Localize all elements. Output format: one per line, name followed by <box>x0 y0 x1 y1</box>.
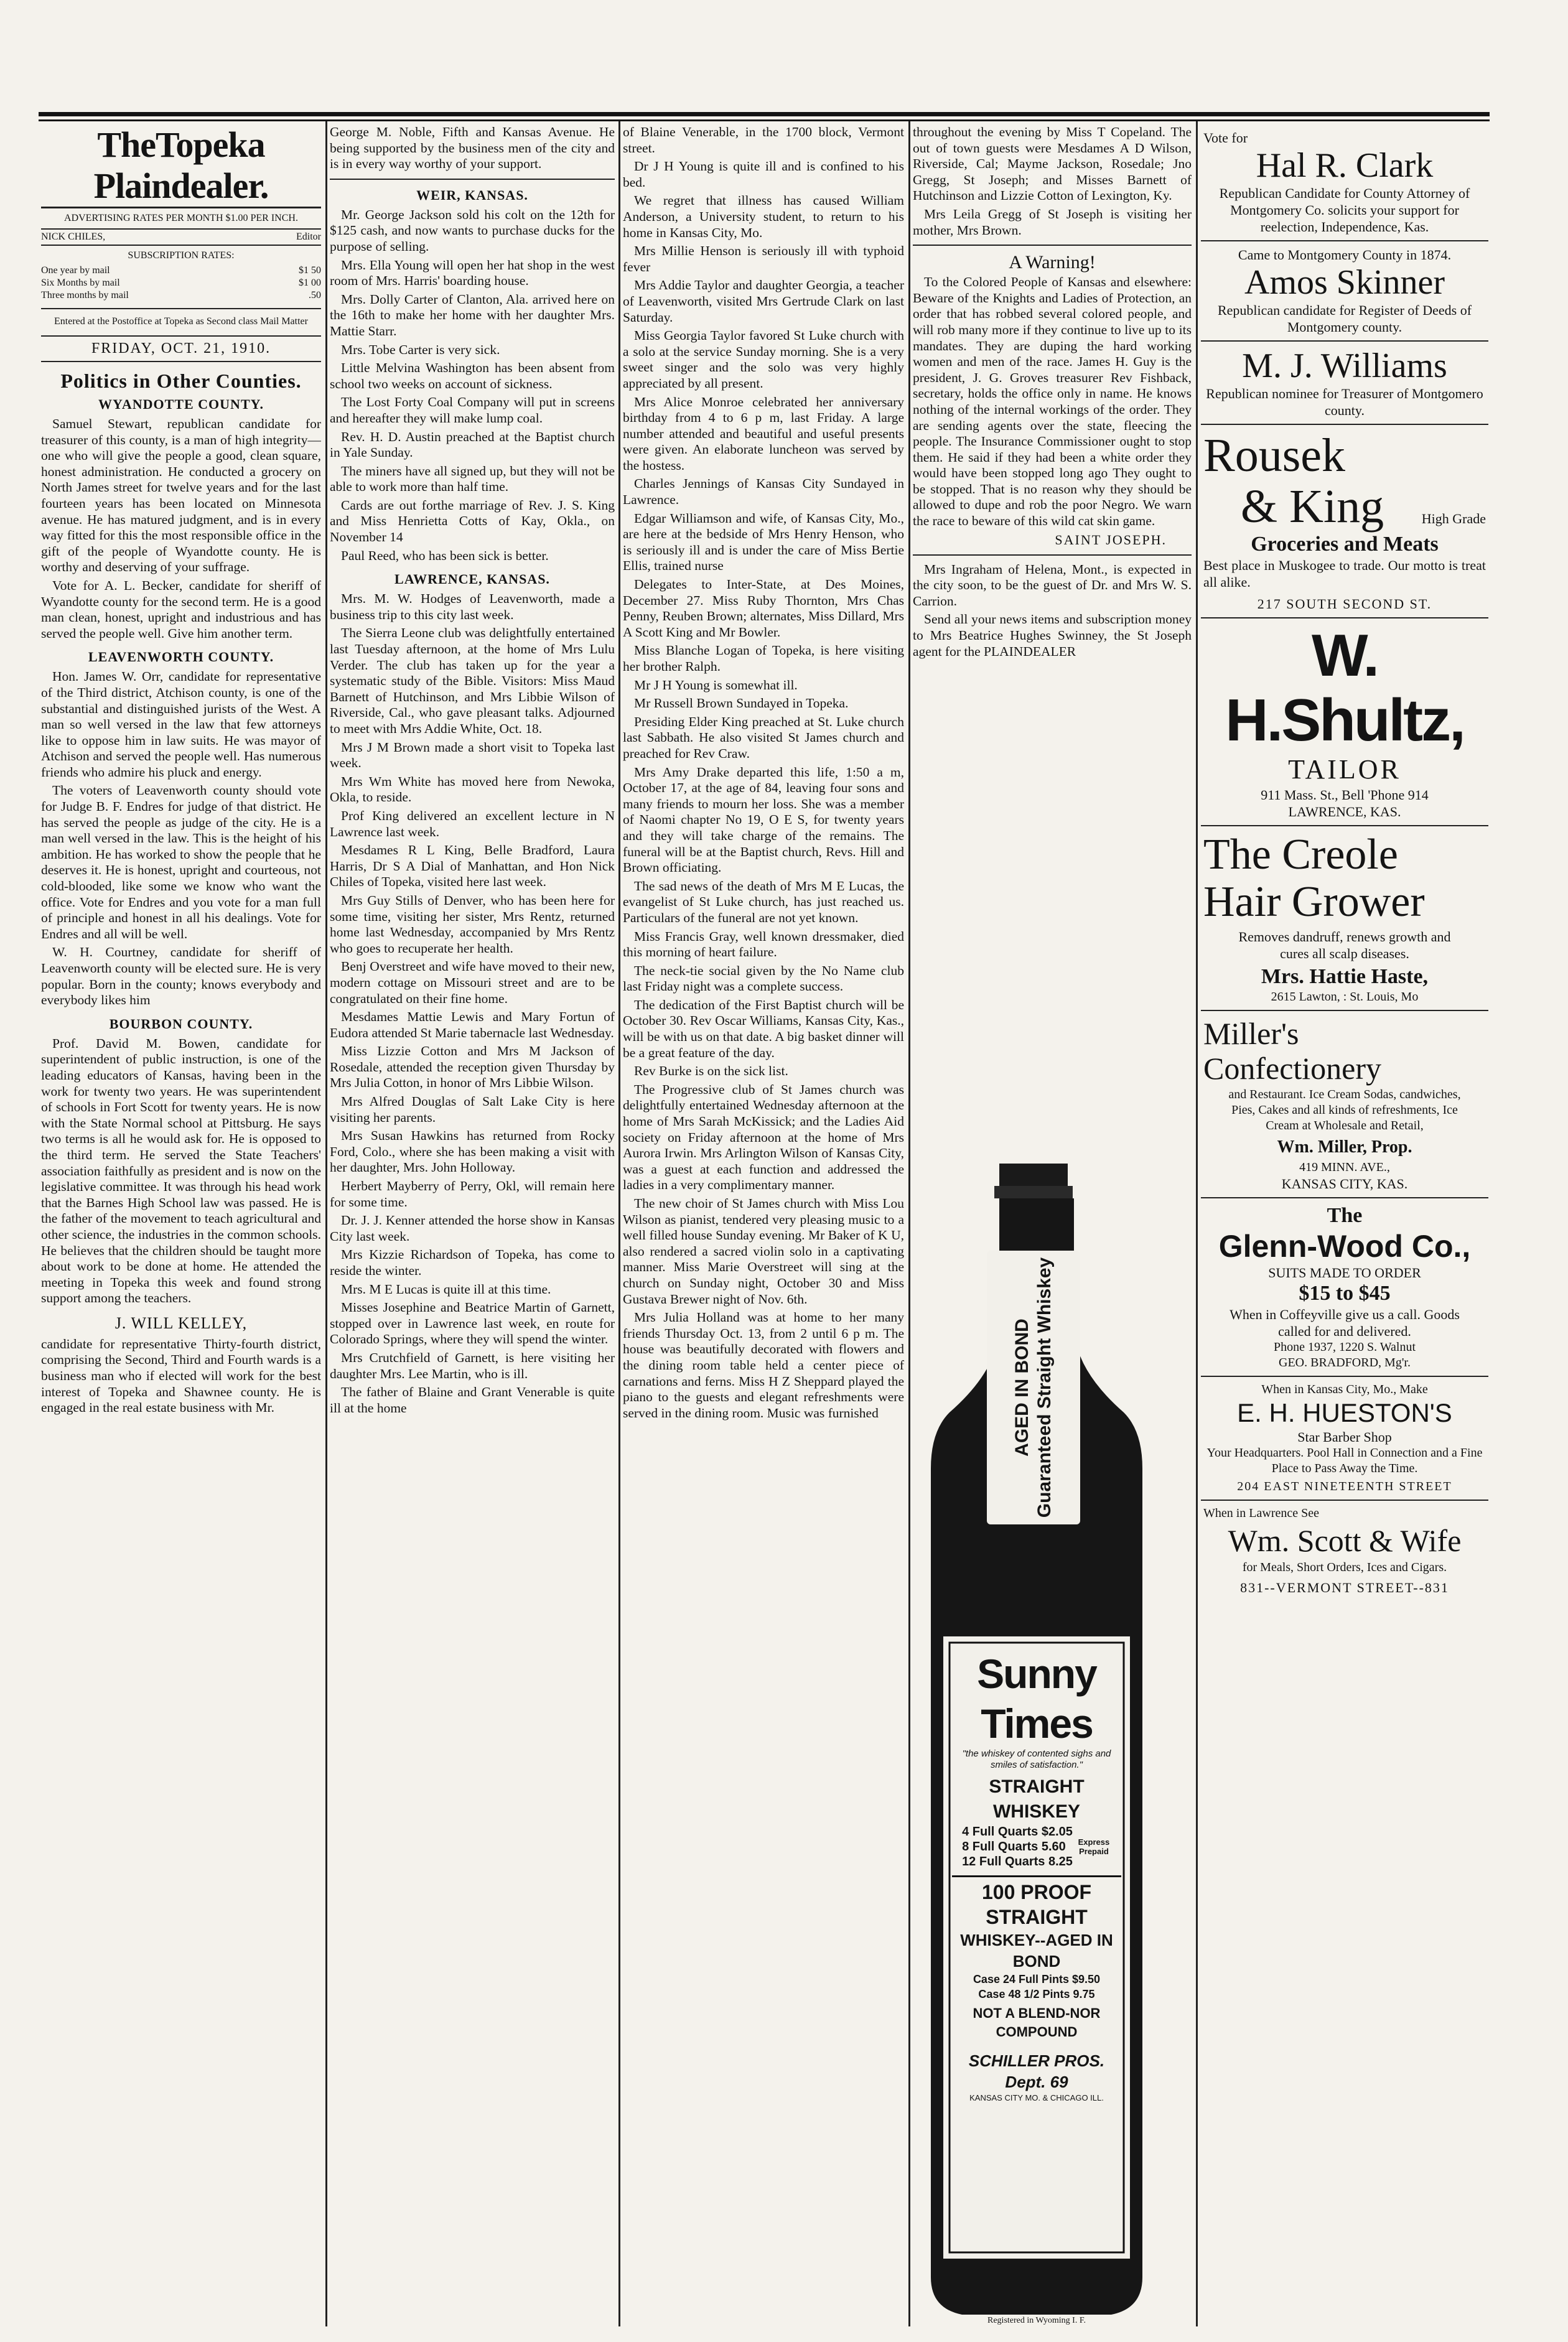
top-rule-thin <box>39 119 1490 121</box>
article-para: Mrs. Tobe Carter is very sick. <box>341 342 500 357</box>
article-para: Mesdames R L King, Belle Bradford, Laura Harris, Dr S A Dial of Manhattan, and Hon Nick Chiles of Topeka, visited here last week. <box>330 842 615 890</box>
ad-name: Glenn-Wood Co., <box>1218 1229 1471 1264</box>
column-divider <box>1196 121 1198 2326</box>
ad-name: Miller's <box>1203 1016 1299 1051</box>
article-para: The sad news of the death of Mrs M E Lucas, the evangelist of St Luke church, has just reached us. Particulars of the funeral are not yet known. <box>623 878 904 925</box>
warning-title: A Warning! <box>1009 252 1096 273</box>
section-heading: WEIR, KANSAS. <box>416 187 528 203</box>
column-3 <box>623 124 904 2323</box>
article-para: Mrs Guy Stills of Denver, who has been here for some time, visiting her sister, Mrs Rentz, returned home last Wednesday, accompanied by Mrs Rentz who goes to recuperate her health. <box>330 892 615 956</box>
ad-hueston-barber: When in Kansas City, Mo., Make E. H. HUESTON'S Star Barber Shop Your Headquarters. Pool Hall in Connection and a Fine Place to Pass Away the Time. 204 EAST NINETEENTH STREET <box>1201 1377 1488 1501</box>
divider <box>913 245 1192 246</box>
article-para: Mrs Alfred Douglas of Salt Lake City is here visiting her parents. <box>330 1094 615 1125</box>
price-row: 12 Full Quarts 8.25 <box>962 1855 1073 1868</box>
article-para: The miners have all signed up, but they will not be able to work more than half time. <box>330 463 615 495</box>
article-para: The Progressive club of St James church was delightfully entertained Wednesday afternoon at the home of Mrs Sarah McKissick; and the Ladies Aid society on Friday afternoon at the home of Mrs Aurora Irwin. Mrs Arlington Wilson of Kansas City, was a guest at each function and addressed the ladies in a very complimentary manner. <box>623 1081 904 1193</box>
rates-list <box>41 264 321 302</box>
article-para: Prof. David M. Bowen, candidate for superintendent of public instruction, is one of the leading educators of Kansas, having been in the work for twenty two years. He was superintendent of schools in Fort Scott for twenty years. He is now with the State Normal school at Pittsburg. He says two terms is all he would ask for. He is opposed to the third term. He served the State Teachers' association faithfully as president and is now on the legislative committee. It was through his head work that the Barnes High School law was passed. He is the father of the movement to teach agricultural and other science, the industries in the common schools. He believes that the children should be taught more about work to be done at home. He attended the meeting in Topeka this week and found strong support among the teachers. <box>41 1035 321 1306</box>
article-para: Mrs Wm White has moved here from Newoka, Okla, to reside. <box>330 773 615 805</box>
label-aged-in-bond: AGED IN BOND <box>1012 1318 1032 1457</box>
bottle-neck-label <box>989 1257 1078 1518</box>
article-para: Presiding Elder King preached at St. Luke church last Sabbath. He also visited St James church and preached for Rev Craw. <box>623 714 904 761</box>
article-para: Prof King delivered an excellent lecture in N Lawrence last week. <box>330 808 615 839</box>
article-para: Charles Jennings of Kansas City Sundayed in Lawrence. <box>623 476 904 508</box>
article-para: Mrs J M Brown made a short visit to Topeka last week. <box>330 739 615 771</box>
ad-rousek-king: Rousek & King High Grade Groceries and Meats Best place in Muskogee to trade. Our motto is treat all alike. 217 SOUTH SECOND ST. <box>1201 425 1488 618</box>
article-para: The voters of Leavenworth county should vote for Judge B. F. Endres for judge of that district. He has served the people as judge of the city. He is a man well versed in the law. This is the height of his ambition. He has worked to show the people that he deserves it. He is honest, upright and courteous, not cold-blooded, like some we know who want the office. Vote for Endres and you vote for a man full of principle and honest in all his dealings. Vote for Endres and all will be well. <box>41 783 321 941</box>
article-para: Mrs Addie Taylor and daughter Georgia, a teacher of Leavenworth, visited Mrs Gertrude Clark on last Saturday. <box>623 278 904 325</box>
article-para: Mrs. M. W. Hodges of Leavenworth, made a business trip to this city last week. <box>330 591 615 622</box>
label-guaranteed: Guaranteed Straight Whiskey <box>1034 1257 1055 1518</box>
column-4 <box>913 124 1192 1157</box>
aged-line: WHISKEY--AGED IN BOND <box>960 1931 1113 1971</box>
maker-line: SCHILLER PROS. Dept. 69 <box>968 2051 1105 2091</box>
ad-wm-scott: When in Lawrence See Wm. Scott & Wife for Meals, Short Orders, Ices and Cigars. 831--VERMONT STREET--831 <box>1201 1501 1488 1601</box>
price-block <box>952 1824 1121 1869</box>
ad-amos-skinner: Came to Montgomery County in 1874. Amos Skinner Republican candidate for Register of Deeds of Montgomery county. <box>1201 241 1488 342</box>
article-para: The father of Blaine and Grant Venerable is quite ill at the home <box>330 1384 615 1416</box>
article-para: Hon. James W. Orr, candidate for representative of the Third district, Atchison county, is one of the substantial and distinguished jurists of the West. A man so well versed in the law that few attorneys like to oppose him in law suits. He was mayor of Atchison and served the people well. Has numerous friends who admire his pluck and energy. <box>41 669 321 780</box>
article-para: Mesdames Mattie Lewis and Mary Fortun of Eudora attended St Marie tabernacle last Wednesday. <box>330 1009 615 1040</box>
article-para: W. H. Courtney, candidate for sheriff of Leavenworth county will be elected sure. He is very popular. Born in the county; knows everybody and everybody likes him <box>41 945 321 1008</box>
article-para: Mr Russell Brown Sundayed in Topeka. <box>634 696 849 711</box>
article-para: Mrs Susan Hawkins has returned from Rocky Ford, Colo., where she has been making a visit with her daughter, Mrs. John Holloway. <box>330 1128 615 1175</box>
divider <box>330 179 615 180</box>
editor-name: NICK CHILES, <box>41 231 106 242</box>
section-heading: J. WILL KELLEY, <box>114 1313 248 1332</box>
warning-text: To the Colored People of Kansas and elsewhere: Beware of the Knights and Ladies of Protection, an order that has robbed several colored people, and will rob many more if they continue to live up to its mandates. They are duping the hard working women and men of the race. James H. Guy is the president, J. G. Groves treasurer Rev Fishback, secretary, holds the office only in name. He knows nothing of the internal workings of the order. They are sending agents over the state, fleecing the people. The Insurance Commissioner ought to stop them. He said if they had been a white order they would have been stopped long ago They ought to be stopped. That is no reason why they should be allowed to dupe and rob the poor Negro. We warn the race to beware of this wild cat skin game. <box>913 274 1192 529</box>
ad-name: The Creole <box>1203 831 1398 879</box>
article-para: Mrs Julia Holland was at home to her many friends Thursday Oct. 13, from 2 until 6 p m. The house was beautifully decorated with flowers and the dining room table held a center piece of carnations and ferns. Miss H Z Sheppard played the piano to the guests and elegant refreshments were served in the dining room. Music was furnished <box>623 1310 904 1421</box>
ad-shultz-tailor: W. H.Shultz, TAILOR 911 Mass. St., Bell 'Phone 914 LAWRENCE, KAS. <box>1201 618 1488 826</box>
divider <box>913 554 1192 556</box>
rate-row: Three months by mail .50 <box>41 290 321 301</box>
article-para: Misses Josephine and Beatrice Martin of Garnett, stopped over in Lawrence last week, en route for Colorado Springs, where they will spend the winter. <box>330 1300 615 1347</box>
editor-line <box>41 228 321 246</box>
article-para: Paul Reed, who has been sick is better. <box>341 548 549 563</box>
divider <box>41 308 321 309</box>
not-blend-line: NOT A BLEND-NOR COMPOUND <box>973 2005 1101 2040</box>
ad-name: Hal R. Clark <box>1256 146 1434 185</box>
article-para: Mrs. M E Lucas is quite ill at this time. <box>341 1281 551 1297</box>
article-para: Mrs. Ella Young will open her hat shop in the west room of Mrs. Harris' boarding house. <box>330 257 615 289</box>
ad-name: W. H.Shultz, <box>1225 622 1464 753</box>
brand-name: Sunny Times <box>977 1651 1096 1747</box>
article-para: Miss Lizzie Cotton and Mrs M Jackson of Rosedale, attended the reception given Thursday by Mrs Julia Cotton, in honor of Mrs Libbie Wilson. <box>330 1043 615 1091</box>
subscription-title: SUBSCRIPTION RATES: <box>128 250 235 261</box>
issue-date: FRIDAY, OCT. 21, 1910. <box>41 335 321 362</box>
article-para: Samuel Stewart, republican candidate for treasurer of this county, is a man of high integrity—one who will give the people a good, clean square, honest administration. He conducted a grocery on North James street for twelve years and for the last fourteen years has been located on Minnesota avenue. He has matured judgment, and is in every way fitted for this the most responsible office in the gift of the people of Wyandotte county. He is worthy and deserving of your suffrage. <box>41 416 321 575</box>
article-para: throughout the evening by Miss T Copeland. The out of town guests were Mesdames A D Wilson, Riverside, Cal; Mayme Jackson, Rosedale; Jno Gregg, St Joseph; and Misses Barnett of Hutchinson and Lizzie Cotton of Lexington, Ky. <box>913 124 1192 203</box>
article-para: Mrs Crutchfield of Garnett, is here visiting her daughter Mrs. Lee Martin, who is ill. <box>330 1350 615 1381</box>
article-para: Rev Burke is on the sick list. <box>634 1063 788 1079</box>
ad-creole-hair-grower: The Creole Hair Grower Removes dandruff, renews growth and cures all scalp diseases. Mrs. Hattie Haste, 2615 Lawton, : St. Louis, Mo <box>1201 826 1488 1011</box>
article-para: Rev. H. D. Austin preached at the Baptist church in Yale Sunday. <box>330 429 615 460</box>
article-para: Mrs Leila Gregg of St Joseph is visiting her mother, Mrs Brown. <box>913 206 1192 238</box>
prepaid-note: Express Prepaid <box>1078 1837 1110 1856</box>
tagline: "the whiskey of contented sighs and smiles of satisfaction." <box>962 1748 1111 1770</box>
article-para: Mrs Ingraham of Helena, Mont., is expected in the city soon, to be the guest of Dr. and Mrs W. S. Carrion. <box>913 561 1192 609</box>
section-heading: WYANDOTTE COUNTY. <box>98 396 264 412</box>
paper-masthead: TheTopeka Plaindealer. <box>41 124 321 208</box>
article-para: Mrs Millie Henson is seriously ill with typhoid fever <box>623 243 904 274</box>
article-para: of Blaine Venerable, in the 1700 block, Vermont street. <box>623 124 904 156</box>
price-row: 4 Full Quarts $2.05 <box>962 1825 1073 1839</box>
proof-line: 100 PROOF STRAIGHT <box>981 1881 1092 1928</box>
article-para: Mrs. Dolly Carter of Clanton, Ala. arrived here on the 16th to make her home with her daughter Mrs. Mattie Starr. <box>330 291 615 338</box>
ad-rates: ADVERTISING RATES PER MONTH $1.00 PER INCH. <box>64 213 298 223</box>
article-para: Little Melvina Washington has been absent from school two weeks on account of sickness. <box>330 360 615 391</box>
column-divider <box>325 121 327 2326</box>
case-price-row: Case 24 Full Pints $9.50 <box>973 1973 1101 1985</box>
article-para: Mrs Alice Monroe celebrated her anniversary birthday from 4 to 6 p m, last Friday. A large number attended and beautiful and useful presents were given. An elaborate luncheon was served by the hostess. <box>623 394 904 473</box>
article-para: We regret that illness has caused William Anderson, a University student, to return to his home in Kansas City, Mo. <box>623 193 904 240</box>
article-para: The Lost Forty Coal Company will put in screens and hereafter they will make lump coal. <box>330 394 615 426</box>
whiskey-bottle-ad <box>912 1164 1161 2333</box>
article-para: George M. Noble, Fifth and Kansas Avenue. He being supported by the business men of the city and is in every way worthy of your support. <box>330 124 615 172</box>
article-para: Benj Overstreet and wife have moved to their new, modern cottage on Missouri street and are to be congratulated on their fine home. <box>330 959 615 1006</box>
article-para: The neck-tie social given by the No Name club last Friday night was a complete success. <box>623 963 904 994</box>
section-heading: BOURBON COUNTY. <box>109 1015 253 1032</box>
ad-name: M. J. Williams <box>1242 347 1447 385</box>
article-para: The dedication of the First Baptist church will be October 30. Rev Oscar Williams, Kansas City, Kas., will be with us on that date. A big basket dinner will be a great feature of the day. <box>623 997 904 1060</box>
article-para: Miss Georgia Taylor favored St Luke church with a solo at the service Sunday morning. She is a very sweet singer and the solo was very highly appreciated by all present. <box>623 328 904 391</box>
article-para: Mrs Kizzie Richardson of Topeka, has come to reside the winter. <box>330 1247 615 1278</box>
article-para: Send all your news items and subscription money to Mrs Beatrice Hughes Swinney, the St Joseph agent for the PLAINDEALER <box>913 612 1192 659</box>
price-row: 8 Full Quarts 5.60 <box>962 1840 1066 1854</box>
article-para: Miss Francis Gray, well known dressmaker, died this morning of heart failure. <box>623 928 904 960</box>
article-para: Dr J H Young is quite ill and is confined to his bed. <box>623 159 904 190</box>
ad-name: Amos Skinner <box>1244 263 1445 302</box>
ad-mj-williams: M. J. Williams Republican nominee for Treasurer of Montgomero county. <box>1201 342 1488 425</box>
article-para: candidate for representative Thirty-fourth district, comprising the Second, Third and Fourth wards is a business man who if elected will work for the best interest of Topeka and Shawnee county. He is engaged in the real estate business with Mr. <box>41 1336 321 1416</box>
column-1 <box>41 124 321 2323</box>
article-para: Dr. J. J. Kenner attended the horse show in Kansas City last week. <box>330 1213 615 1244</box>
editor-title: Editor <box>296 231 321 242</box>
ad-millers-confectionery: Miller's Confectionery and Restaurant. Ice Cream Sodas, candwiches, Pies, Cakes and all kinds of refreshments, Ice Cream at Wholesale and Retail, Wm. Miller, Prop. 419 MINN. AVE., KANSAS CITY, KAS. <box>1201 1011 1488 1198</box>
registered-note: Registered in Wyoming I. F. <box>987 2316 1086 2325</box>
ads-column <box>1201 124 1488 2323</box>
article-para: Cards are out forthe marriage of Rev. J. S. King and Miss Henrietta Cotts of Kay, Okla., on November 14 <box>330 497 615 545</box>
product-name: STRAIGHT WHISKEY <box>989 1776 1085 1822</box>
article-para: Mrs Amy Drake departed this life, 1:50 a m, October 17, at the age of 84, leaving four sons and many friends to mourn her loss. She was a member of Naomi chapter No 19, O E S, for twenty years and they will take charge of the remains. The funeral will be at the Baptist church, Revs. Hill and Brown officiating. <box>623 764 904 875</box>
article-para: Herbert Mayberry of Perry, Okl, will remain here for some time. <box>330 1178 615 1210</box>
rate-row: Six Months by mail $1 00 <box>41 278 321 288</box>
article-para: Mr J H Young is somewhat ill. <box>634 677 798 693</box>
headline: Politics in Other Counties. <box>60 370 302 392</box>
warning-signature: SAINT JOSEPH. <box>1055 531 1167 548</box>
article-para: Miss Blanche Logan of Topeka, is here visiting her brother Ralph. <box>623 643 904 674</box>
section-heading: LAWRENCE, KANSAS. <box>394 571 550 587</box>
article-para: The Sierra Leone club was delightfully entertained last Tuesday afternoon, at the home of Mrs Lulu Verder. The club has taken up for the year a systematic study of the Bible. Visitors: Miss Maud Barnett of Hutchinson, and Mrs Libbie Wilson of Riverside, Cal., who gave pleasant talks. Adjourned to meet with Mrs Addie White, Oct. 18. <box>330 625 615 736</box>
column-2 <box>330 124 615 2323</box>
column-divider <box>908 121 910 2326</box>
article-para: Mr. George Jackson sold his colt on the 12th for $125 cash, and now wants to purchase ducks for the purpose of selling. <box>330 207 615 254</box>
article-para: Edgar Williamson and wife, of Kansas City, Mo., are here at the bedside of Mrs Henry Henson, who is seriously ill and is under the care of Miss Bertie Ellis, trained nurse <box>623 510 904 574</box>
ad-name: Wm. Scott & Wife <box>1228 1523 1462 1558</box>
top-rule <box>39 112 1490 116</box>
article-para: The new choir of St James church with Miss Lou Wilson as pianist, tendered very pleasing music to a well filled house Sunday evening. Mr Baker of K U, also rendered a sacred violin solo in a captivating manner. Miss Marie Overstreet will sing at the church on Sunday night, October 30 and Miss Gustava Brewer night of Nov. 6th. <box>623 1196 904 1307</box>
article-para: Delegates to Inter-State, at Des Moines, December 27. Miss Ruby Thornton, Mrs Chas Penny, Reuben Brown; alternates, Miss Dillard, Mrs A Scott King and Mr Bowler. <box>623 577 904 640</box>
entry-note: Entered at the Postoffice at Topeka as Second class Mail Matter <box>54 316 308 327</box>
ad-hal-clark: Vote for Hal R. Clark Republican Candidate for County Attorney of Montgomery Co. solicits your support for reelection, Independence, Kas. <box>1201 124 1488 241</box>
ad-name: E. H. HUESTON'S <box>1237 1398 1452 1427</box>
article-para: Vote for A. L. Becker, candidate for sheriff of Wyandotte county for the second term. He is a good man clean, honest, upright and industrious and has served the people well. Give him another term. <box>41 577 321 641</box>
section-heading: LEAVENWORTH COUNTY. <box>88 649 274 665</box>
bottle-main-label <box>952 1649 1121 2104</box>
rate-row: One year by mail $1 50 <box>41 265 321 276</box>
ad-glenn-wood: The Glenn-Wood Co., SUITS MADE TO ORDER $15 to $45 When in Coffeyville give us a call. Goods called for and delivered. Phone 1937, 1220 S. Walnut GEO. BRADFORD, Mg'r. <box>1201 1198 1488 1377</box>
maker-city: KANSAS CITY MO. & CHICAGO ILL. <box>969 2093 1104 2102</box>
case-price-row: Case 48 1/2 Pints 9.75 <box>978 1988 1095 2000</box>
column-divider <box>618 121 620 2326</box>
ad-name: Rousek <box>1203 429 1345 482</box>
